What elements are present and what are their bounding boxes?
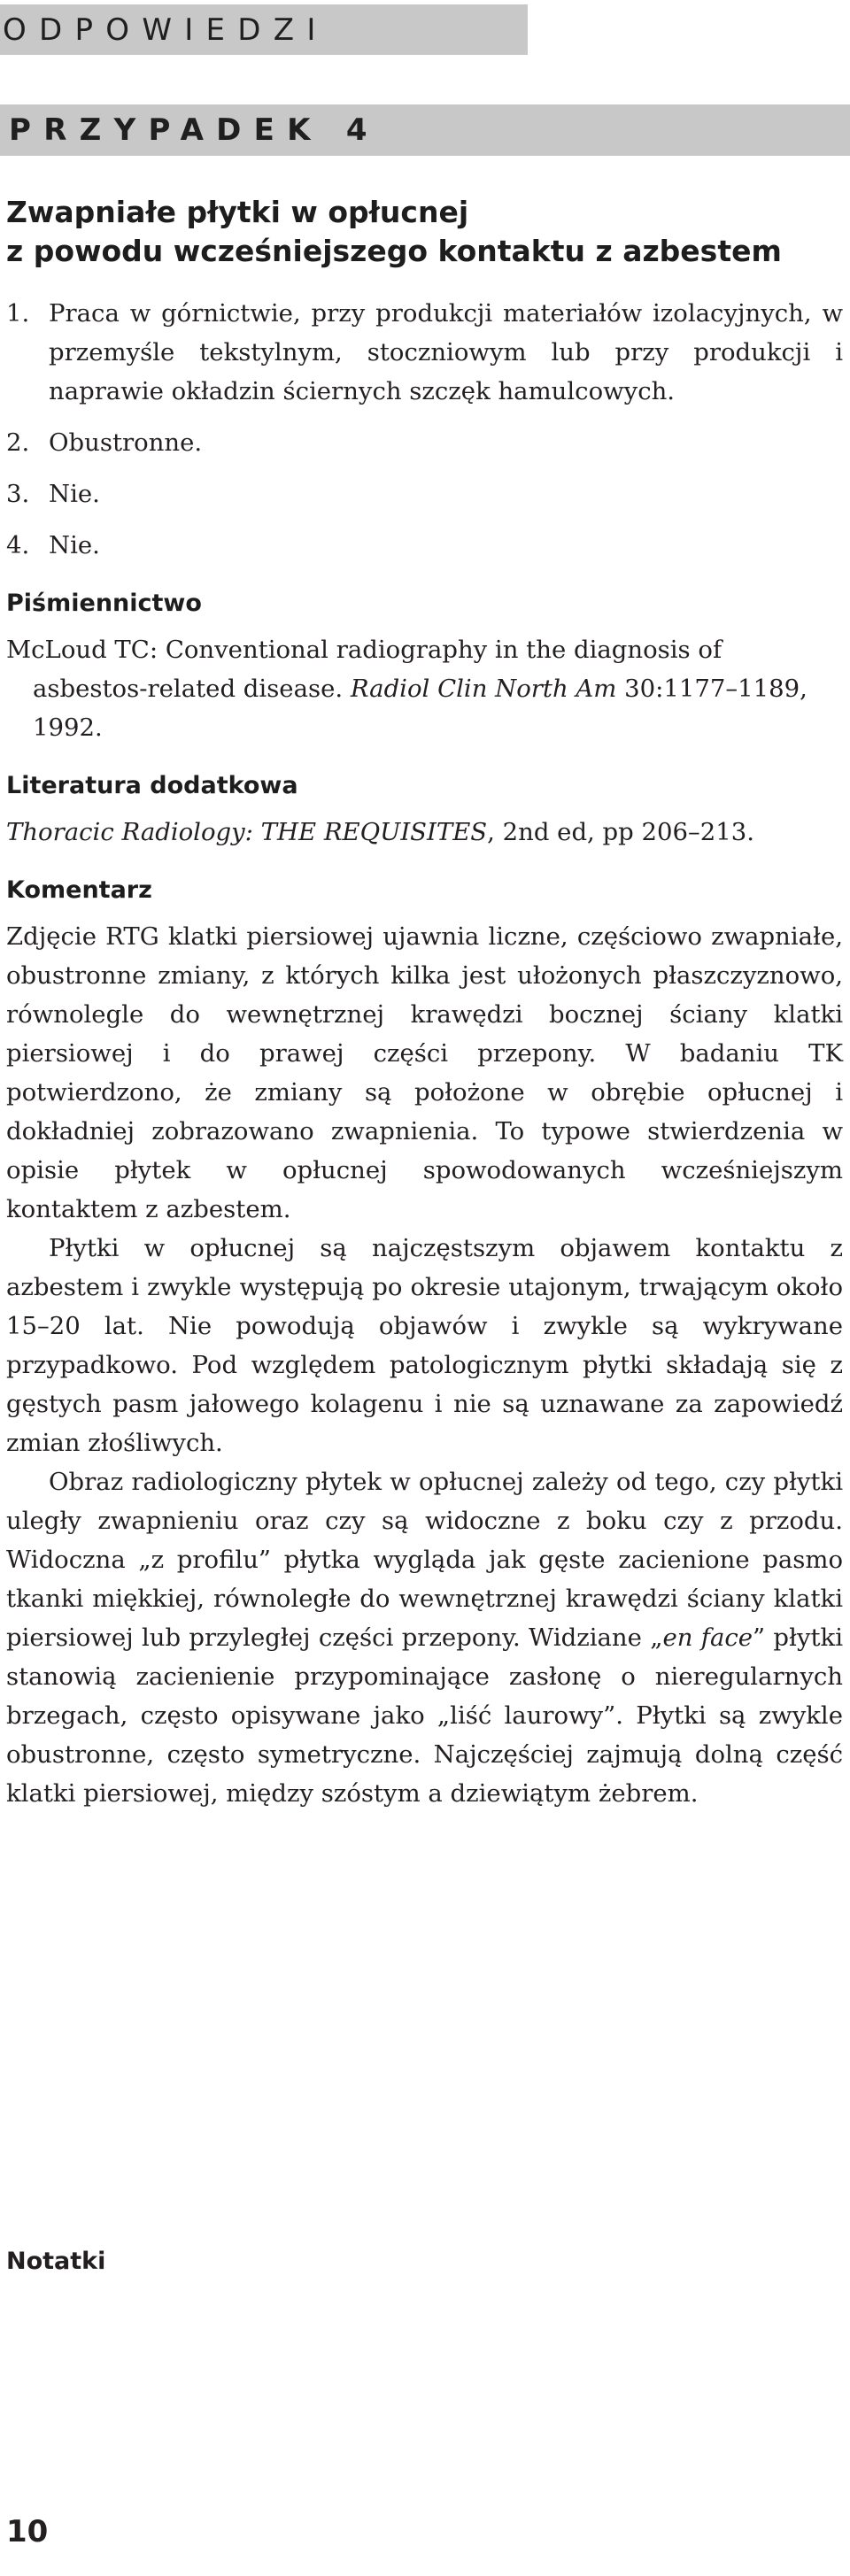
answer-number-1: 1. xyxy=(6,299,30,328)
answer-text-2: Obustronne. xyxy=(49,428,203,457)
further-reading-title: Thoracic Radiology: THE REQUISITES xyxy=(6,818,488,846)
case-title-line-1: Zwapniałe płytki w opłucnej xyxy=(6,195,469,229)
answer-number-2: 2. xyxy=(6,428,30,457)
commentary-paragraph-3 xyxy=(6,1462,843,1813)
reference-entry xyxy=(6,630,843,747)
commentary-paragraph-3-before: Obraz radiologiczny płytek w opłucnej zależy od tego, czy płytki uległy zwapnieniu oraz czy są widoczne z boku czy z przodu. Widoczna „z profilu” płytka wygląda jak gęste zacienione pasmo tkanki miękkiej, równoległe do wewnętrznej krawędzi ściany klatki piersiowej lub przyległej części przepony. Widziane „ xyxy=(6,1468,843,1652)
further-reading-heading: Literatura dodatkowa xyxy=(6,772,298,799)
answer-item-3 xyxy=(6,474,843,513)
further-reading-entry xyxy=(6,813,843,852)
commentary-paragraph-3-italic: en face xyxy=(662,1623,753,1652)
answer-item-1 xyxy=(6,294,843,411)
further-reading-details: , 2nd ed, pp 206–213. xyxy=(487,818,754,846)
reference-text-before: McLoud TC: Conventional radiography in the diagnosis of asbestos-related disease. xyxy=(6,636,722,703)
answer-content xyxy=(6,193,843,1813)
case-header-title: PRZYPADEK 4 xyxy=(9,112,380,148)
answer-text-4: Nie. xyxy=(49,531,100,559)
commentary-heading: Komentarz xyxy=(6,876,152,904)
references-heading: Piśmiennictwo xyxy=(6,590,202,617)
notes-heading: Notatki xyxy=(6,2248,106,2275)
answer-number-4: 4. xyxy=(6,531,30,559)
answer-text-1: Praca w górnictwie, przy produkcji materiałów izolacyjnych, w przemyśle tekstylnym, stoczniowym lub przy produkcji i naprawie okładzin ściernych szczęk hamulcowych. xyxy=(49,299,843,405)
answer-number-3: 3. xyxy=(6,480,30,508)
section-header-title: ODPOWIEDZI xyxy=(3,12,328,48)
reference-text-after: 30:1177–1189, 1992. xyxy=(33,675,808,742)
reference-journal: Radiol Clin North Am xyxy=(350,675,617,703)
case-title xyxy=(6,193,843,271)
commentary-paragraph-1: Zdjęcie RTG klatki piersiowej ujawnia liczne, częściowo zwapniałe, obustronne zmiany, z których kilka jest ułożonych płaszczyznowo, równolegle do wewnętrznej krawędzi bocznej ściany klatki piersiowej i do prawej części przepony. W badaniu TK potwierdzono, że zmiany są położone w obrębie opłucnej i dokładniej zobrazowano zwapnienia. To typowe stwierdzenia w opisie płytek w opłucnej spowodowanych wcześniejszym kontaktem z azbestem. xyxy=(6,922,843,1223)
section-header-band xyxy=(0,4,528,55)
commentary-paragraph-2: Płytki w opłucnej są najczęstszym objawem kontaktu z azbestem i zwykle występują po okresie utajonym, trwającym około 15–20 lat. Nie powodują objawów i zwykle są wykrywane przypadkowo. Pod względem patologicznym płytki składają się z gęstych pasm jałowego kolagenu i nie są uznawane za zapowiedź zmian złośliwych. xyxy=(6,1234,843,1457)
page-number: 10 xyxy=(6,2514,49,2549)
answers-list xyxy=(6,294,843,565)
answer-item-4 xyxy=(6,526,843,565)
case-title-line-2: z powodu wcześniejszego kontaktu z azbestem xyxy=(6,234,782,268)
case-header-band xyxy=(0,104,850,156)
commentary-paragraph-3-after: ” płytki stanowią zacienienie przypominające zasłonę o nieregularnych brzegach, często opisywane jako „liść laurowy”. Płytki są zwykle obustronne, często symetryczne. Najczęściej zajmują dolną część klatki piersiowej, między szóstym a dziewiątym żebrem. xyxy=(6,1623,844,1808)
answer-text-3: Nie. xyxy=(49,480,100,508)
answer-item-2 xyxy=(6,423,843,462)
